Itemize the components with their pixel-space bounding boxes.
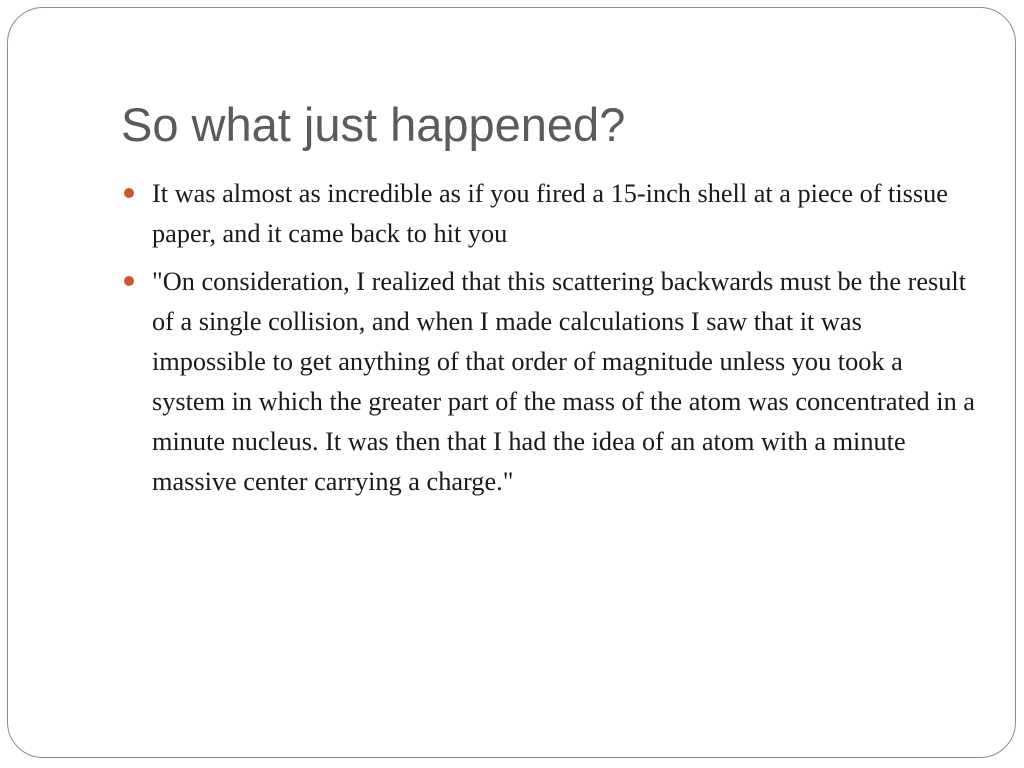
bullet-dot-icon: [124, 276, 134, 286]
bullet-item: [121, 262, 981, 502]
bullet-item: [121, 174, 981, 254]
slide: [7, 7, 1016, 758]
slide-title: So what just happened?: [121, 98, 626, 151]
bullet-text: It was almost as incredible as if you fired a 15-inch shell at a piece of tissue paper, and it came back to hit you: [152, 179, 948, 248]
bullet-dot-icon: [124, 188, 134, 198]
bullet-text: "On consideration, I realized that this scattering backwards must be the result of a single collision, and when I made calculations I saw that it was impossible to get anything of that order of magnitude unless you took a system in which the greater part of the mass of the atom was concentrated in a minute nucleus. It was then that I had the idea of an atom with a minute massive center carrying a charge.": [152, 267, 975, 496]
bullet-list: [121, 174, 981, 510]
